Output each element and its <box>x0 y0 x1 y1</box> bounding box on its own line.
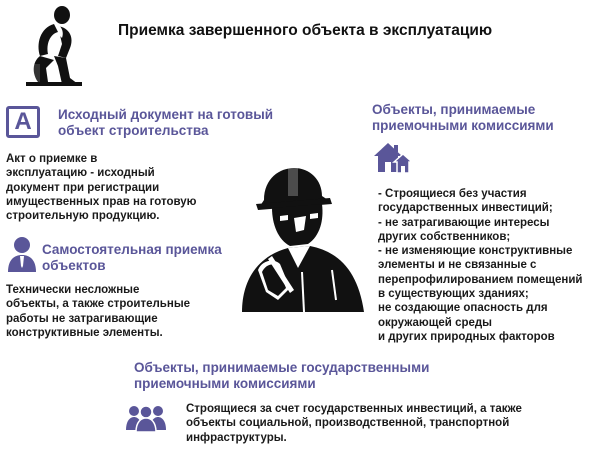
self-body-line: Технически несложные <box>6 284 140 296</box>
document-body-line: документ при регистрации <box>6 181 160 194</box>
document-heading-line: Исходный документ на готовый <box>58 107 274 122</box>
commission-body-line: в существующих зданиях; <box>378 288 529 301</box>
commission-body-line: и других природных факторов <box>378 330 555 343</box>
document-body-line: строительную продукцию. <box>6 210 160 223</box>
state-body <box>186 402 522 445</box>
state-body-line: Строящиеся за счет государственных инвестиций, а также <box>186 403 522 415</box>
state-body-line: объекты социальной, производственной, транспортной <box>186 417 510 430</box>
commission-body-line: не создающие опасность для <box>378 302 548 315</box>
group-icon <box>126 404 166 432</box>
self-body-line: работы не затрагивающие <box>6 312 158 325</box>
self-body <box>6 283 190 340</box>
self-heading-line: Самостоятельная приемка <box>42 242 222 257</box>
worker-hardhat-icon <box>232 160 382 312</box>
state-heading-line: приемочными комиссиями <box>134 376 316 391</box>
document-heading <box>58 107 273 139</box>
page-title: Приемка завершенного объекта в эксплуатацию <box>118 22 493 39</box>
self-body-line: объекты, а также строительные <box>6 298 191 311</box>
commission-body-line: - не затрагивающие интересы <box>378 216 550 229</box>
document-letter-icon <box>6 106 40 138</box>
state-heading-line: Объекты, принимаемые государственными <box>134 360 430 375</box>
self-heading <box>42 242 222 274</box>
state-body-line: инфраструктуры. <box>186 431 287 444</box>
document-body-line: Акт о приемке в <box>6 153 98 165</box>
commission-body-line: перепрофилированием помещений <box>378 273 583 286</box>
thinker-icon <box>18 4 88 86</box>
person-icon <box>6 236 38 272</box>
self-heading-line: объектов <box>42 258 106 273</box>
commission-body-line: окружающей среды <box>378 316 493 329</box>
commission-body <box>378 187 583 344</box>
commission-heading <box>372 102 554 134</box>
document-body-line: эксплуатацию - исходный <box>6 167 155 180</box>
commission-body-line: элементы и не связанные с <box>378 259 537 272</box>
commission-body-line: - Строящиеся без участия <box>378 188 527 200</box>
commission-body-line: государственных инвестиций; <box>378 202 553 215</box>
self-body-line: конструктивные элементы. <box>6 326 163 339</box>
document-letter: А <box>14 108 32 135</box>
document-heading-line: объект строительства <box>58 123 209 138</box>
commission-body-line: - не изменяющие конструктивные <box>378 245 573 258</box>
commission-heading-line: Объекты, принимаемые <box>372 102 536 117</box>
commission-body-line: других собственников; <box>378 230 511 243</box>
document-body <box>6 152 196 223</box>
document-body-line: имущественных прав на готовую <box>6 195 197 208</box>
houses-icon <box>372 140 412 174</box>
state-heading <box>134 360 429 392</box>
commission-heading-line: приемочными комиссиями <box>372 118 554 133</box>
